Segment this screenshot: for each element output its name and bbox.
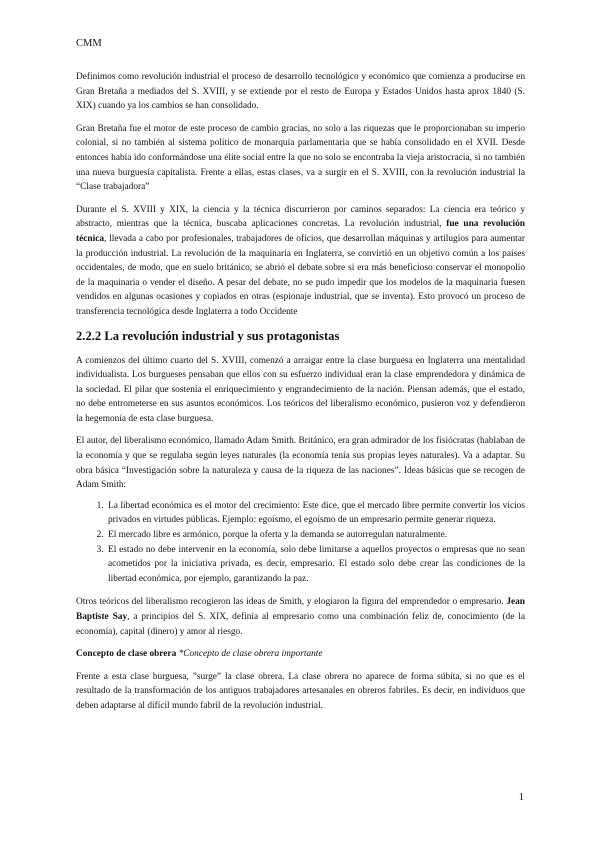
paragraph-text: , a principios del S. XIX, definía al empresario como una combinación feliz de, conocimiento (de la economía), capital (dinero) y amor al riesgo.	[76, 612, 525, 637]
paragraph-text: Otros teóricos del liberalismo recogieron las ideas de Smith, y elogiaron la figura del emprendedor o empresario.	[76, 597, 507, 608]
section-heading: 2.2.2 La revolución industrial y sus protagonistas	[76, 328, 340, 343]
concept-note: *Concepto de clase obrera importante	[176, 649, 323, 660]
paragraph-working-class: Frente a esta clase burguesa, ”surge” la clase obrera. La clase obrera no aparece de forma súbita, si no que es el resultado de la transformación de los antiguos trabajadores artesanales en obreros fabriles. Es decir, en individuos que deben adaptarse al difícil mundo fabril de la revolución industrial.	[76, 671, 525, 711]
paragraph-adam-smith: El autor, del liberalismo económico, llamado Adam Smith. Británico, era gran admirador de los fisiócratas (hablaban de la economía y que se regulaba según leyes naturales (la economía tenía sus propias leyes naturales). Va a adaptar. Su obra básica “Investigación sobre la naturaleza y causa de la riqueza de las naciones”. Ideas básicas que se recogen de Adam Smith:	[76, 436, 525, 491]
paragraph-science-technique	[76, 203, 525, 320]
document-body	[76, 70, 525, 722]
paragraph-text: , llevada a cabo por profesionales, trabajadores de oficios, que desarrollan máquinas y artilugios para aumentar la producción industrial. La revolución de la maquinaria en Inglaterra, se convirtió en un objetivo común a los países occidentales, de modo, que en suelo británico, se abrió el debate sobre si era más beneficioso conservar el monopolio de la maquinaria o vender el diseño. A pesar del debate, no se pudo impedir que los modelos de la maquinaria fuesen vendidos en algunas ocasiones y copiados en otras (espionaje industrial, que se inventa). Esto provocó un proceso de transferencia tecnológica desde Inglaterra a todo Occidente	[76, 233, 525, 317]
list-item: 1. La libertad económica es el motor del crecimiento: Este dice, que el mercado libre permite convertir los vicios privados en virtudes públicas. Ejemplo: egoísmo, el egoísmo de un empresario permite generar riqueza.	[106, 499, 525, 528]
concept-heading	[76, 647, 525, 662]
list-item: 2. El mercado libre es armónico, porque la oferta y la demanda se autorregulan naturalmente.	[106, 528, 525, 543]
bold-phrase: fue una revolución técnica	[76, 219, 525, 244]
page-number: 1	[518, 792, 524, 803]
paragraph-definition: Definimos como revolución industrial el proceso de desarrollo tecnológico y económico que comienza a producirse en Gran Bretaña a mediados del S. XVIII, y se extiende por el resto de Europa y Estados Unidos hasta aprox 1840 (S. XIX) cuando ya los cambios se han consolidado.	[76, 72, 525, 112]
smith-ideas-list	[76, 499, 525, 587]
page-header: CMM	[76, 38, 102, 49]
concept-title: Concepto de clase obrera	[76, 649, 177, 660]
paragraph-say	[76, 595, 525, 639]
paragraph-text: Durante el S. XVIII y XIX, la ciencia y la técnica discurrieron por caminos separados: La ciencia era teórico y abstracto, mientras que la técnica, buscaba aplicaciones concretas. La revolución industrial,	[76, 204, 525, 230]
paragraph-bourgeoisie: A comienzos del último cuarto del S. XVIII, comenzó a arraigar entre la clase burguesa en Inglaterra una mentalidad individualista. Los burgueses pensaban que ellos con su esfuerzo individual eran la clase emprendedora y dinámica de la sociedad. El pilar que sostenía el enriquecimiento y engrandecimiento de la nación. Piensan además, que el estado, no debe entrometerse en sus asuntos económicos. Los teóricos del liberalismo económico, pusieron voz y defendieron la hegemonía de esta clase burguesa.	[76, 355, 525, 424]
list-item: 3. El estado no debe intervenir en la economía, solo debe limitarse a aquellos proyectos o empresas que no sean acometidos por la iniciativa privada, es decir, empresario. El estado solo debe crear las condiciones de la libertad económica, por ejemplo, garantizando la paz.	[106, 543, 525, 587]
bold-name: Jean Baptiste Say	[76, 597, 525, 622]
paragraph-great-britain: Gran Bretaña fue el motor de este proceso de cambio gracias, no solo a las riquezas que le proporcionaban su imperio colonial, si no también al sistema político de monarquía parlamentaria que se había consolidado en el XVII. Desde entonces había ido conformándose una élite social entre la que no solo se encontraba la vieja aristocracia, si no también una nueva burguesía capitalista. Frente a ellas, estas clases, va a surgir en el S. XVIII, con la revolución industrial la “Clase trabajadora”	[76, 123, 525, 193]
